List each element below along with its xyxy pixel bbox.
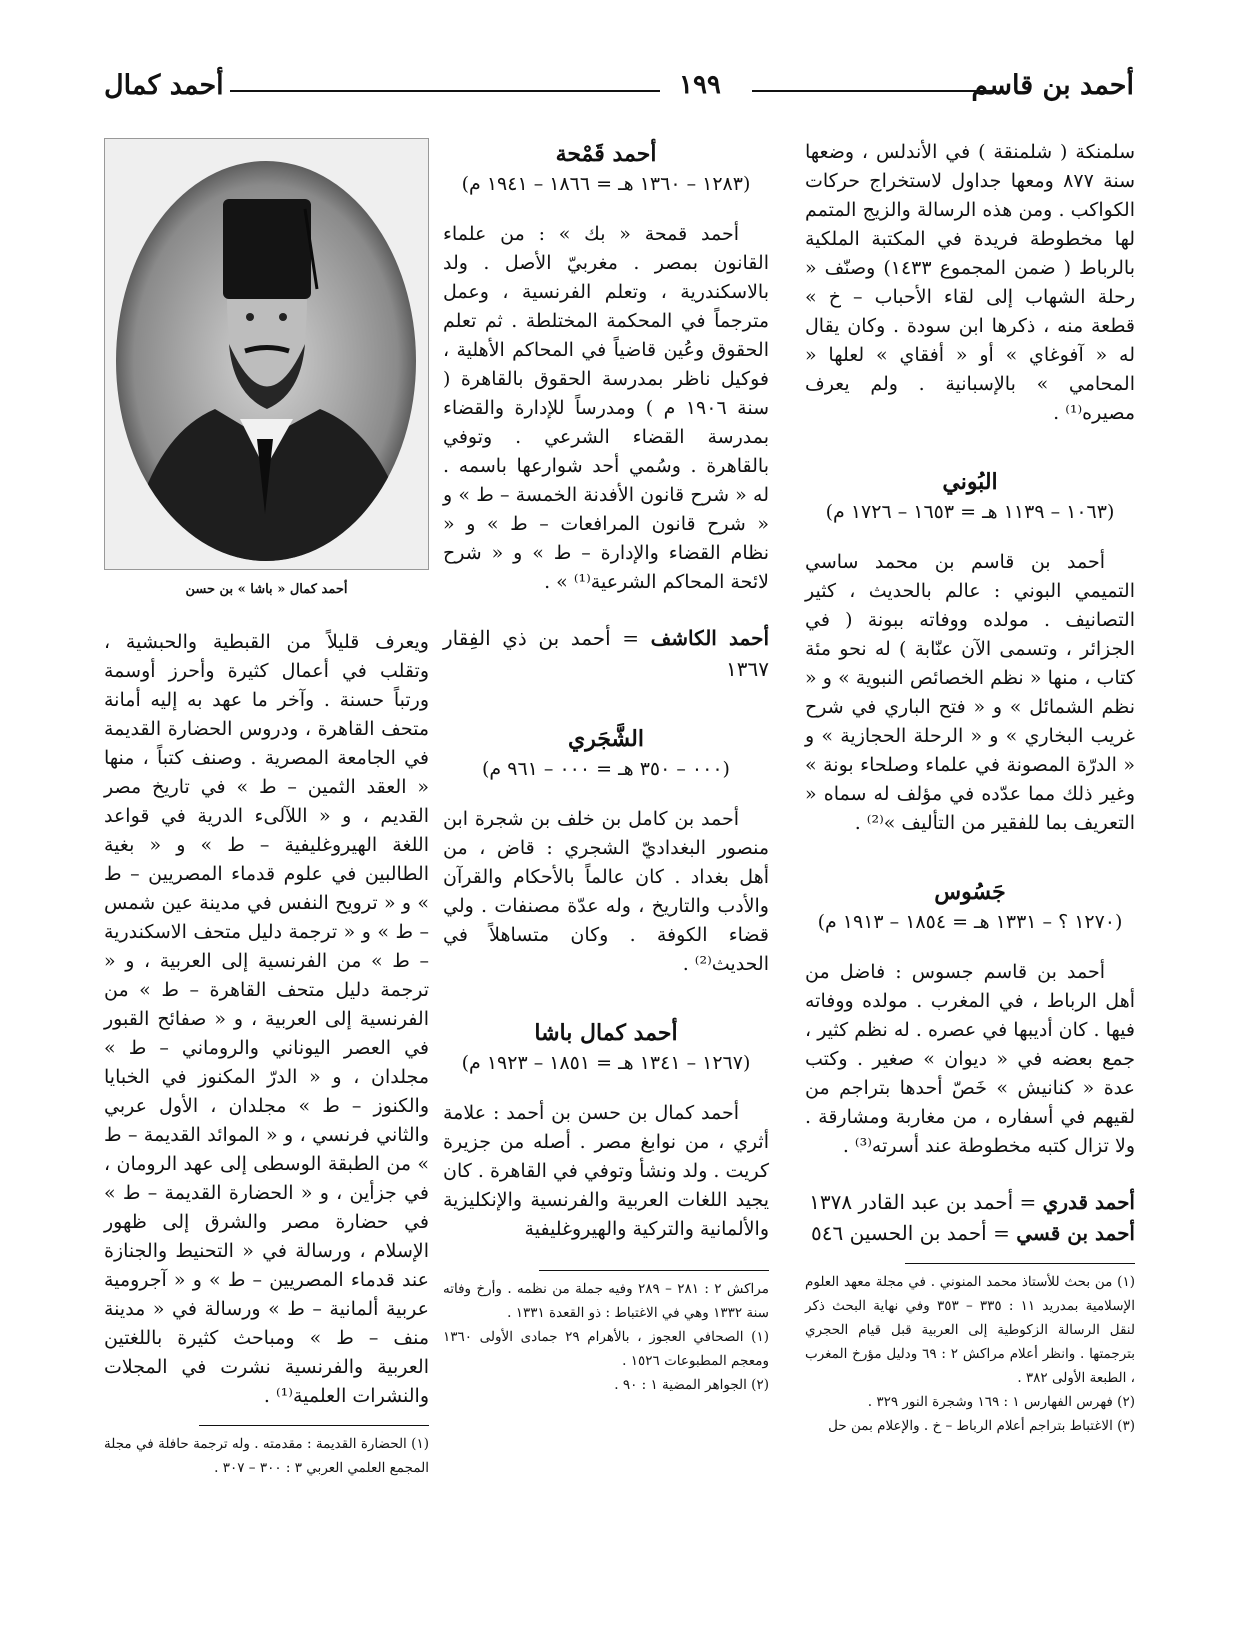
crossref-qasi-name: أحمد بن قسي bbox=[1016, 1221, 1135, 1245]
entry-dates-kamal: (١٢٦٧ – ١٣٤١ هـ = ١٨٥١ – ١٩٢٣ م) bbox=[461, 1052, 751, 1074]
crossref-kashif bbox=[443, 623, 769, 685]
entry-body-qamha: أحمد قمحة « بك » : من علماء القانون بمصر . مغربيّ الأصل . ولد بالاسكندرية ، وتعلم الفرنسية ، وعمل مترجماً في المحكمة المختلطة . ثم تعلم الحقوق وعُين قاضياً في المحاكم الأهلية ، فوكيل ناظر بمدرسة الحقوق بالقاهرة ( سنة ١٩٠٦ م ) ومدرساً للإدارة والقضاء بمدرسة القضاء الشرعي . وتوفي بالقاهرة . وسُمي أحد شوارعها باسمه . له « شرح قانون الأفدنة الخمسة – ط » و « شرح قانون المرافعات – ط » و « نظام القضاء والإدارة – ط » و « شرح لائحة المحاكم الشرعية⁽¹⁾ » . bbox=[443, 223, 769, 593]
crossref-kashif-name: أحمد الكاشف bbox=[650, 626, 770, 650]
entry-body-kamal-continued: ويعرف قليلاً من القبطية والحبشية ، وتقلب في أعمال كثيرة وأحرز أوسمة ورتباً حسنة . وآخر ما عهد به إليه أمانة متحف القاهرة ، ودروس الحضارة القديمة في الجامعة المصرية . وصنف كتباً ، منها « العقد الثمين – ط » في تاريخ مصر القديم ، و « اللآلىء الدرية في قواعد اللغة الهيروغليفية – ط » و « بغية الطالبين في علوم قدماء المصريين – ط » و « ترويح النفس في مدينة عين شمس – ط » و « ترجمة دليل متحف الاسكندرية – ط » من الفرنسية إلى العربية ، و « ترجمة دليل متحف القاهرة – ط » من الفرنسية إلى العربية ، و « صفائح القبور في العصر اليوناني والروماني – ط » مجلدان ، و « الدرّ المكنوز في الخبايا والكنوز – ط » مجلدان ، الأول عربي والثاني فرنسي ، و « الموائد القديمة – ط » من الطبقة الوسطى إلى عهد الرومان ، في جزأين ، و « الحضارة القديمة – ط » في حضارة مصر والشرق إلى ظهور الإسلام ، ورسالة في « التحنيط والجنازة عند قدماء المصريين – ط » و « آجرومية عربية ألمانية – ط » ورسالة في « مدينة منف – ط » ومباحث كثيرة باللغتين العربية والفرنسية نشرت في المجلات والنشرات العلمية⁽¹⁾ . bbox=[104, 631, 429, 1407]
footnote-rule bbox=[539, 1270, 769, 1271]
crossref-qasi bbox=[805, 1218, 1135, 1249]
footnote-1: (١) من بحث للأستاذ محمد المنوني . في مجلة معهد العلوم الإسلامية بمدريد ١١ : ٣٣٥ – ٣٥٣ وفي نهاية البحث ذكر لنقل الرسالة الزكوطية إلى العربية قبل قيام الحجري بترجمتها . وانظر أعلام مراكش ٢ : ٦٩ ودليل مؤرخ المغرب ، الطبعة الأولى ٣٨٢ . bbox=[805, 1274, 1135, 1386]
entry-body-kamal: أحمد كمال بن حسن بن أحمد : علامة أثري ، من نوابغ مصر . أصله من جزيرة كريت . ولد ونشأ وتوفي في القاهرة . كان يجيد اللغات العربية والفرنسية والإنكليزية والألمانية والتركية والهيروغليفية bbox=[443, 1102, 769, 1240]
portrait-photo bbox=[104, 138, 429, 570]
footnote-1: (١) الصحافي العجوز ، بالأهرام ٢٩ جمادى الأولى ١٣٦٠ ومعجم المطبوعات ١٥٢٦ . bbox=[443, 1329, 769, 1369]
running-head bbox=[104, 70, 1134, 110]
footnote-1: (١) الحضارة القديمة : مقدمته . وله ترجمة حافلة في مجلة المجمع العلمي العربي ٣ : ٣٠٠ – ٣٠٧ . bbox=[104, 1436, 429, 1476]
footnote-2: (٢) الجواهر المضية ١ : ٩٠ . bbox=[614, 1377, 769, 1393]
photo-caption: أحمد كمال « باشا » بن حسن bbox=[185, 582, 348, 597]
crossref-qadri-target: = أحمد بن عبد القادر ١٣٧٨ bbox=[809, 1190, 1043, 1214]
entry-title-qamha: أحمد قَمْحة bbox=[555, 141, 657, 167]
crossref-qadri-name: أحمد قدري bbox=[1042, 1190, 1135, 1214]
entry-title-shajari: الشَّجَري bbox=[567, 726, 644, 752]
page-number: ١٩٩ bbox=[679, 70, 721, 100]
footnote-rule bbox=[905, 1263, 1135, 1264]
entry-body-jasus: أحمد بن قاسم جسوس : فاضل من أهل الرباط ، في المغرب . مولده ووفاته فيها . كان أديبها في عصره . له نظم كثير ، جمع بعضه في « ديوان » صغير . وكتب عدة « كنانيش » خَصّ أحدها بتراجم من لقيهم في أسفاره ، من مغاربة ومشارقة . ولا تزال كتبه مخطوطة عند أسرته⁽³⁾ . bbox=[805, 961, 1135, 1157]
column-right bbox=[805, 138, 1135, 1438]
footnote-3: (٣) الاغتباط بتراجم أعلام الرباط – خ . والإعلام بمن حل bbox=[828, 1418, 1135, 1434]
column-middle bbox=[443, 138, 769, 1397]
running-head-rule-left bbox=[230, 90, 660, 92]
entry-dates-buni: (١٠٦٣ – ١١٣٩ هـ = ١٦٥٣ – ١٧٢٦ م) bbox=[825, 501, 1115, 523]
entry-body-buni: أحمد بن قاسم بن محمد ساسي التميمي البوني : عالم بالحديث ، كثير التصانيف . مولده ووفاته ببونة ( في الجزائر ، وتسمى الآن عنّابة ) له نحو مئة كتاب ، منها « نظم الخصائص النبوية » و « نظم الشمائل » و « فتح الباري في شرح غريب البخاري » و « الرحلة الحجازية » و « الدرّة المصونة في علماء وصلحاء بونة » وغير ذلك مما عدّده في مؤلف له سماه « التعريف بما للفقير من التأليف »⁽²⁾ . bbox=[805, 551, 1135, 834]
entry-title-kamal: أحمد كمال باشا bbox=[534, 1020, 678, 1046]
running-head-left: أحمد كمال bbox=[104, 70, 224, 101]
footnote-rule bbox=[199, 1425, 429, 1426]
crossref-qasi-target: = أحمد بن الحسين ٥٤٦ bbox=[811, 1221, 1017, 1245]
entry-title-jasus: جَسُوس bbox=[934, 879, 1006, 905]
entry-title-buni: البُوني bbox=[942, 469, 998, 495]
intro-paragraph: سلمنكة ( شلمنقة ) في الأندلس ، وضعها سنة ٨٧٧ ومعها جداول لاستخراج حركات الكواكب . ومن هذه الرسالة والزيج المتمم لها مخطوطة فريدة في المكتبة الملكية بالرباط ( ضمن المجموع ١٤٣٣) وصنّف « رحلة الشهاب إلى لقاء الأحباب – خ » قطعة منه ، ذكرها ابن سودة . وكان يقال له « آفوغاي » أو « أفقاي » لعلها « المحامي » بالإسبانية . ولم يعرف مصيره⁽¹⁾ . bbox=[805, 141, 1136, 424]
portrait-image bbox=[105, 139, 428, 569]
entry-body-shajari: أحمد بن كامل بن خلف بن شجرة ابن منصور البغداديّ الشجري : قاض ، من أهل بغداد . كان عالماً بالأحكام والقرآن والأدب والتاريخ ، وله عدّة مصنفات . ولي قضاء الكوفة . وكان متساهلاً في الحديث⁽²⁾ . bbox=[443, 808, 769, 975]
running-head-right: أحمد بن قاسم bbox=[971, 70, 1134, 101]
entry-dates-shajari: (٠٠٠ – ٣٥٠ هـ = ٠٠٠ – ٩٦١ م) bbox=[482, 758, 730, 780]
column-left bbox=[104, 138, 429, 1480]
crossref-kashif-target: = أحمد بن ذي الفِقار ١٣٦٧ bbox=[443, 626, 769, 681]
entry-dates-jasus: (١٢٧٠ ؟ – ١٣٣١ هـ = ١٨٥٤ – ١٩١٣ م) bbox=[817, 911, 1123, 933]
crossref-qadri bbox=[805, 1187, 1135, 1218]
footnote-continuation: مراكش ٢ : ٢٨١ – ٢٨٩ وفيه جملة من نظمه . وأرخ وفاته سنة ١٣٣٢ وهي في الاغتباط : ذو القعدة ١٣٣١ . bbox=[443, 1281, 769, 1321]
footnote-2: (٢) فهرس الفهارس ١ : ١٦٩ وشجرة النور ٣٢٩ . bbox=[867, 1394, 1135, 1410]
running-head-rule-right bbox=[752, 90, 996, 92]
entry-dates-qamha: (١٢٨٣ – ١٣٦٠ هـ = ١٨٦٦ – ١٩٤١ م) bbox=[461, 173, 751, 195]
